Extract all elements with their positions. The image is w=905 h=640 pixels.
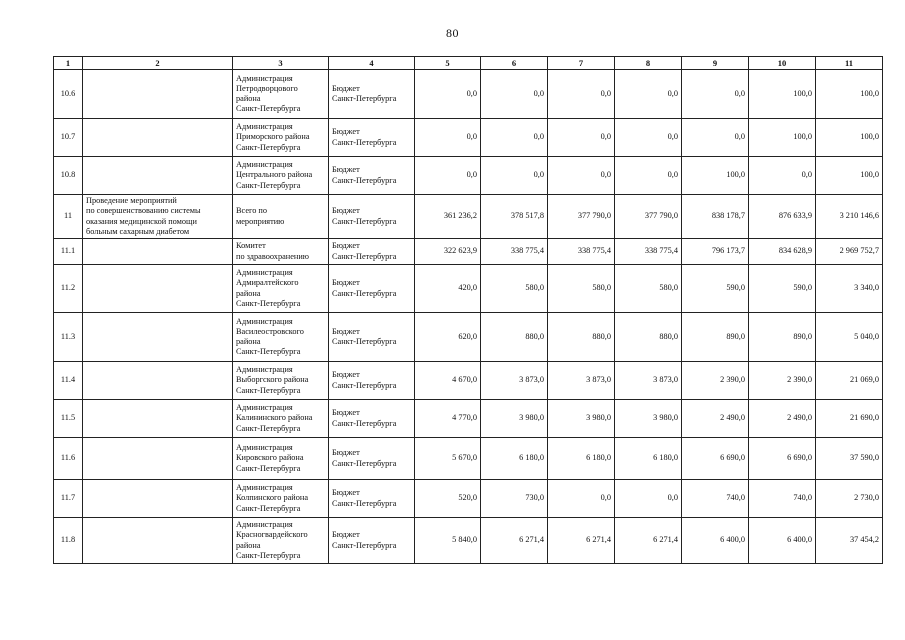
amount-cell: 21 690,0 — [816, 400, 883, 438]
amount-cell: 5 040,0 — [816, 313, 883, 362]
amount-cell: 378 517,8 — [481, 195, 548, 239]
funding-source-cell: Бюджет Санкт-Петербурга — [329, 400, 415, 438]
amount-cell: 322 623,9 — [415, 239, 481, 265]
column-header: 1 — [54, 57, 83, 70]
row-number-cell: 10.7 — [54, 119, 83, 157]
executor-cell: Администрация Адмиралтейского района Санкт-Петербурга — [233, 265, 329, 313]
amount-cell: 0,0 — [548, 480, 615, 518]
funding-source-cell: Бюджет Санкт-Петербурга — [329, 195, 415, 239]
executor-cell: Администрация Приморского района Санкт-Петербурга — [233, 119, 329, 157]
amount-cell: 6 271,4 — [548, 518, 615, 564]
amount-cell: 890,0 — [749, 313, 816, 362]
column-header: 7 — [548, 57, 615, 70]
executor-cell: Администрация Центрального района Санкт-Петербурга — [233, 157, 329, 195]
measure-cell — [83, 119, 233, 157]
budget-table — [53, 56, 883, 564]
amount-cell: 3 980,0 — [615, 400, 682, 438]
amount-cell: 520,0 — [415, 480, 481, 518]
measure-cell: Проведение мероприятий по совершенствованию системы оказания медицинской помощи больным сахарным диабетом — [83, 195, 233, 239]
funding-source-cell: Бюджет Санкт-Петербурга — [329, 70, 415, 119]
amount-cell: 580,0 — [481, 265, 548, 313]
table-row — [54, 265, 883, 313]
row-number-cell: 11.5 — [54, 400, 83, 438]
amount-cell: 361 236,2 — [415, 195, 481, 239]
column-header: 3 — [233, 57, 329, 70]
column-header: 2 — [83, 57, 233, 70]
column-header: 8 — [615, 57, 682, 70]
amount-cell: 377 790,0 — [615, 195, 682, 239]
amount-cell: 620,0 — [415, 313, 481, 362]
amount-cell: 0,0 — [682, 119, 749, 157]
amount-cell: 6 400,0 — [749, 518, 816, 564]
table-row — [54, 438, 883, 480]
row-number-cell: 11.1 — [54, 239, 83, 265]
amount-cell: 590,0 — [749, 265, 816, 313]
amount-cell: 0,0 — [415, 119, 481, 157]
row-number-cell: 11.6 — [54, 438, 83, 480]
amount-cell: 876 633,9 — [749, 195, 816, 239]
amount-cell: 4 670,0 — [415, 362, 481, 400]
amount-cell: 2 390,0 — [682, 362, 749, 400]
amount-cell: 890,0 — [682, 313, 749, 362]
amount-cell: 2 490,0 — [682, 400, 749, 438]
amount-cell: 796 173,7 — [682, 239, 749, 265]
column-header: 9 — [682, 57, 749, 70]
executor-cell: Администрация Выборгского района Санкт-Петербурга — [233, 362, 329, 400]
amount-cell: 5 840,0 — [415, 518, 481, 564]
executor-cell: Администрация Колпинского района Санкт-Петербурга — [233, 480, 329, 518]
amount-cell: 37 590,0 — [816, 438, 883, 480]
amount-cell: 6 180,0 — [548, 438, 615, 480]
measure-cell — [83, 239, 233, 265]
amount-cell: 420,0 — [415, 265, 481, 313]
amount-cell: 100,0 — [749, 70, 816, 119]
measure-cell — [83, 313, 233, 362]
executor-cell: Администрация Петродворцового района Санкт-Петербурга — [233, 70, 329, 119]
amount-cell: 100,0 — [816, 119, 883, 157]
amount-cell: 880,0 — [548, 313, 615, 362]
measure-cell — [83, 157, 233, 195]
column-header: 6 — [481, 57, 548, 70]
amount-cell: 0,0 — [749, 157, 816, 195]
table-row — [54, 70, 883, 119]
executor-cell: Администрация Калининского района Санкт-Петербурга — [233, 400, 329, 438]
amount-cell: 2 390,0 — [749, 362, 816, 400]
amount-cell: 730,0 — [481, 480, 548, 518]
amount-cell: 3 980,0 — [481, 400, 548, 438]
amount-cell: 3 873,0 — [481, 362, 548, 400]
amount-cell: 6 180,0 — [615, 438, 682, 480]
amount-cell: 338 775,4 — [481, 239, 548, 265]
page-number: 80 — [446, 26, 459, 40]
funding-source-cell: Бюджет Санкт-Петербурга — [329, 239, 415, 265]
executor-cell: Администрация Кировского района Санкт-Петербурга — [233, 438, 329, 480]
table-row — [54, 480, 883, 518]
funding-source-cell: Бюджет Санкт-Петербурга — [329, 518, 415, 564]
table-row — [54, 119, 883, 157]
row-number-cell: 11 — [54, 195, 83, 239]
amount-cell: 580,0 — [615, 265, 682, 313]
row-number-cell: 11.7 — [54, 480, 83, 518]
amount-cell: 0,0 — [682, 70, 749, 119]
amount-cell: 0,0 — [415, 70, 481, 119]
amount-cell: 2 490,0 — [749, 400, 816, 438]
amount-cell: 6 271,4 — [481, 518, 548, 564]
funding-source-cell: Бюджет Санкт-Петербурга — [329, 119, 415, 157]
table-row — [54, 157, 883, 195]
amount-cell: 377 790,0 — [548, 195, 615, 239]
amount-cell: 21 069,0 — [816, 362, 883, 400]
amount-cell: 2 969 752,7 — [816, 239, 883, 265]
measure-cell — [83, 518, 233, 564]
amount-cell: 2 730,0 — [816, 480, 883, 518]
amount-cell: 0,0 — [548, 157, 615, 195]
amount-cell: 6 180,0 — [481, 438, 548, 480]
funding-source-cell: Бюджет Санкт-Петербурга — [329, 362, 415, 400]
amount-cell: 838 178,7 — [682, 195, 749, 239]
amount-cell: 100,0 — [816, 70, 883, 119]
amount-cell: 740,0 — [682, 480, 749, 518]
amount-cell: 3 980,0 — [548, 400, 615, 438]
amount-cell: 880,0 — [481, 313, 548, 362]
executor-cell: Администрация Красногвардейского района Санкт-Петербурга — [233, 518, 329, 564]
column-header: 4 — [329, 57, 415, 70]
amount-cell: 6 690,0 — [749, 438, 816, 480]
row-number-cell: 10.6 — [54, 70, 83, 119]
funding-source-cell: Бюджет Санкт-Петербурга — [329, 480, 415, 518]
column-header: 5 — [415, 57, 481, 70]
measure-cell — [83, 438, 233, 480]
amount-cell: 0,0 — [481, 119, 548, 157]
funding-source-cell: Бюджет Санкт-Петербурга — [329, 265, 415, 313]
row-number-cell: 11.2 — [54, 265, 83, 313]
column-header: 11 — [816, 57, 883, 70]
executor-cell: Администрация Василеостровского района Санкт-Петербурга — [233, 313, 329, 362]
amount-cell: 5 670,0 — [415, 438, 481, 480]
amount-cell: 338 775,4 — [615, 239, 682, 265]
amount-cell: 880,0 — [615, 313, 682, 362]
amount-cell: 0,0 — [548, 119, 615, 157]
table-row — [54, 239, 883, 265]
measure-cell — [83, 480, 233, 518]
executor-cell: Всего по мероприятию — [233, 195, 329, 239]
amount-cell: 3 873,0 — [615, 362, 682, 400]
amount-cell: 0,0 — [615, 119, 682, 157]
amount-cell: 590,0 — [682, 265, 749, 313]
amount-cell: 0,0 — [615, 70, 682, 119]
amount-cell: 740,0 — [749, 480, 816, 518]
funding-source-cell: Бюджет Санкт-Петербурга — [329, 438, 415, 480]
table-row — [54, 518, 883, 564]
amount-cell: 3 210 146,6 — [816, 195, 883, 239]
funding-source-cell: Бюджет Санкт-Петербурга — [329, 157, 415, 195]
amount-cell: 0,0 — [615, 480, 682, 518]
amount-cell: 6 400,0 — [682, 518, 749, 564]
header-row — [54, 57, 883, 70]
measure-cell — [83, 400, 233, 438]
table-row — [54, 400, 883, 438]
amount-cell: 338 775,4 — [548, 239, 615, 265]
table-row — [54, 362, 883, 400]
executor-cell: Комитет по здравоохранению — [233, 239, 329, 265]
amount-cell: 3 340,0 — [816, 265, 883, 313]
measure-cell — [83, 362, 233, 400]
amount-cell: 37 454,2 — [816, 518, 883, 564]
table-row — [54, 313, 883, 362]
amount-cell: 0,0 — [481, 70, 548, 119]
amount-cell: 3 873,0 — [548, 362, 615, 400]
amount-cell: 100,0 — [816, 157, 883, 195]
amount-cell: 100,0 — [749, 119, 816, 157]
column-header: 10 — [749, 57, 816, 70]
amount-cell: 0,0 — [481, 157, 548, 195]
amount-cell: 0,0 — [415, 157, 481, 195]
row-number-cell: 11.8 — [54, 518, 83, 564]
amount-cell: 580,0 — [548, 265, 615, 313]
row-number-cell: 10.8 — [54, 157, 83, 195]
table-row — [54, 195, 883, 239]
funding-source-cell: Бюджет Санкт-Петербурга — [329, 313, 415, 362]
amount-cell: 0,0 — [615, 157, 682, 195]
amount-cell: 834 628,9 — [749, 239, 816, 265]
row-number-cell: 11.4 — [54, 362, 83, 400]
amount-cell: 4 770,0 — [415, 400, 481, 438]
amount-cell: 100,0 — [682, 157, 749, 195]
measure-cell — [83, 70, 233, 119]
amount-cell: 6 271,4 — [615, 518, 682, 564]
table-body — [54, 70, 883, 564]
measure-cell — [83, 265, 233, 313]
amount-cell: 6 690,0 — [682, 438, 749, 480]
row-number-cell: 11.3 — [54, 313, 83, 362]
amount-cell: 0,0 — [548, 70, 615, 119]
